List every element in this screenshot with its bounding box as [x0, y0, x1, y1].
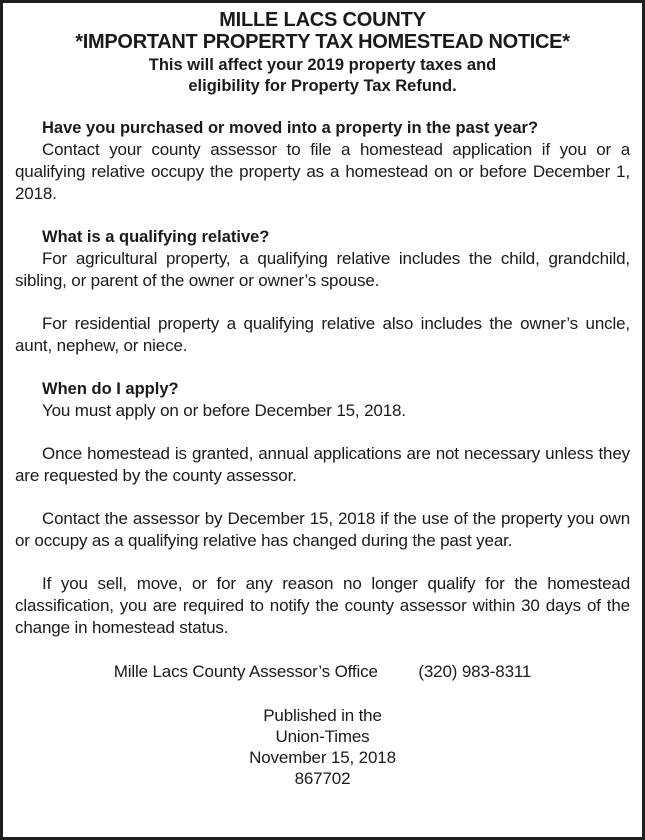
notice-title: *IMPORTANT PROPERTY TAX HOMESTEAD NOTICE*: [75, 31, 570, 53]
section-answer: Contact your county assessor to file a homestead application if you or a qualifying relative occupy the property as a homestead on or before December 1, 2018.: [15, 140, 630, 203]
section-extra-paragraph: Once homestead is granted, annual applications are not necessary unless they are requested by the county assessor.: [15, 444, 630, 485]
paragraph-change-of-use: Contact the assessor by December 15, 2018 if the use of the property you own or occupy as a qualifying relative has changed during the past year.: [15, 509, 630, 550]
notice-header: [15, 9, 630, 97]
county-name: MILLE LACS COUNTY: [219, 9, 426, 31]
section-answer: For agricultural property, a qualifying relative includes the child, grandchild, sibling, or parent of the owner or owner’s spouse.: [15, 249, 630, 290]
contact-line: [15, 661, 630, 683]
section-qualifying-relative: [15, 226, 630, 292]
paragraph-notify-assessor: If you sell, move, or for any reason no longer qualify for the homestead classification, you are required to notify the county assessor within 30 days of the change in homestead status.: [15, 574, 630, 637]
section-answer: You must apply on or before December 15, 2018.: [42, 401, 406, 420]
notice-subtitle-line1: This will affect your 2019 property taxes and: [148, 56, 497, 74]
section-question: When do I apply?: [42, 380, 179, 398]
publication-info: [15, 705, 630, 789]
section-extra-paragraph: For residential property a qualifying relative also includes the owner’s uncle, aunt, nephew, or niece.: [15, 314, 630, 355]
section-purchased-or-moved: [15, 117, 630, 205]
section-question: Have you purchased or moved into a property in the past year?: [42, 119, 539, 137]
notice-subtitle-line2: eligibility for Property Tax Refund.: [188, 77, 457, 95]
publication-date: November 15, 2018: [249, 748, 396, 767]
assessor-office: Mille Lacs County Assessor’s Office: [113, 662, 378, 681]
assessor-phone: (320) 983-8311: [418, 662, 532, 681]
published-in-label: Published in the: [263, 706, 382, 725]
section-when-to-apply: [15, 378, 630, 422]
newspaper-name: Union-Times: [275, 727, 370, 746]
section-question: What is a qualifying relative?: [42, 228, 270, 246]
ad-number: 867702: [294, 769, 351, 788]
